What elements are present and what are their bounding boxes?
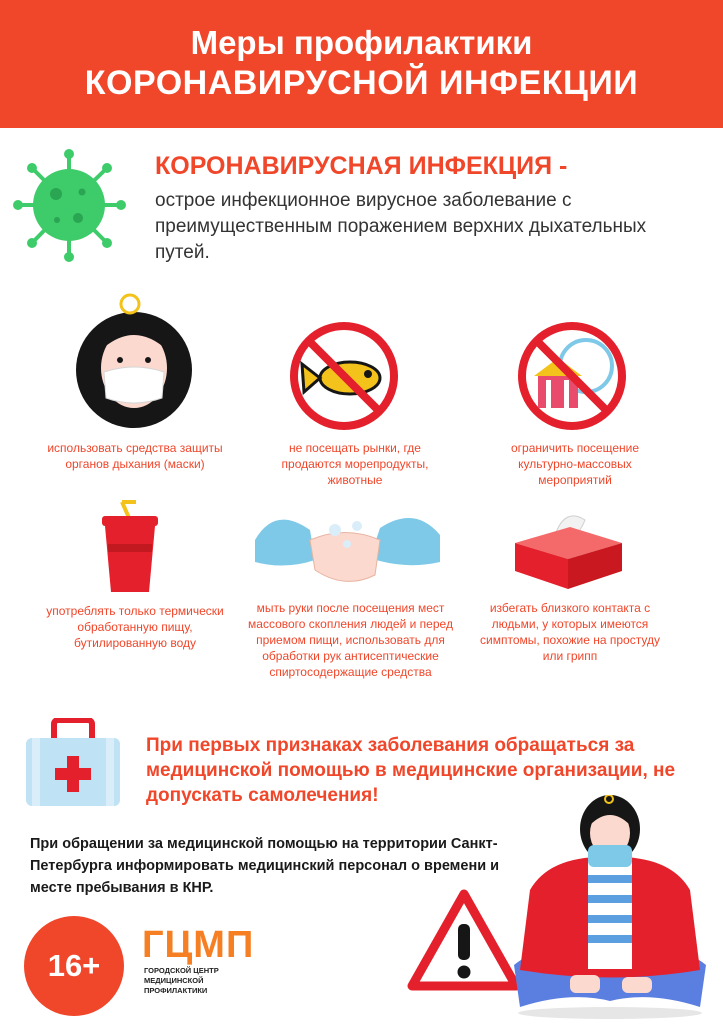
org-name xyxy=(144,966,219,996)
org-name-line1: ГОРОДСКОЙ ЦЕНТР xyxy=(144,966,219,975)
header-title-line2: КОРОНАВИРУСНОЙ ИНФЕКЦИИ xyxy=(84,64,639,102)
measure-caption-5: мыть руки после посещения мест массового скопления людей и перед приемом пищи, использовать для обработки рук антисептические спиртосодержащие средства xyxy=(248,601,453,679)
hands-icon xyxy=(255,500,440,595)
org-name-line3: ПРОФИЛАКТИКИ xyxy=(144,986,208,995)
measure-caption-3: ограничить посещение культурно-массовых мероприятий xyxy=(510,441,640,487)
no-events-icon xyxy=(516,320,628,432)
measure-caption-1: использовать средства защиты органов дыхания (маски) xyxy=(47,441,223,471)
measure-caption-2: не посещать рынки, где продаются морепродукты, животные xyxy=(281,441,429,487)
intro-text: острое инфекционное вирусное заболевание с преимущественным поражением верхних дыхательных путей. xyxy=(155,190,647,263)
alert-text: При первых признаках заболевания обращаться за медицинской помощью в медицинские организации, не допускать самолечения! xyxy=(146,735,676,806)
cup-icon xyxy=(100,500,160,595)
warning-icon xyxy=(406,888,522,992)
medical-kit-icon xyxy=(24,718,122,808)
measure-caption-4: употреблять только термически обработанную пищу, бутилированную воду xyxy=(46,604,224,650)
org-name-line2: МЕДИЦИНСКОЙ xyxy=(144,976,204,985)
age-rating-badge: 16+ xyxy=(24,916,124,1016)
header-banner xyxy=(0,0,723,128)
mask-icon xyxy=(68,290,200,430)
virus-icon xyxy=(12,148,127,263)
org-logo: ГЦМП xyxy=(142,924,255,966)
header-title-line1: Меры профилактики xyxy=(190,24,533,61)
tissue-box-icon xyxy=(510,505,625,590)
intro-title: КОРОНАВИРУСНАЯ ИНФЕКЦИЯ - xyxy=(155,152,568,180)
measure-caption-6: избегать близкого контакта с людьми, у которых имеются симптомы, похожие на простуду или грипп xyxy=(480,601,660,663)
sick-person-icon xyxy=(510,795,710,1020)
no-market-icon xyxy=(288,320,400,432)
info-text: При обращении за медицинской помощью на территории Санкт-Петербурга информировать медицинский персонал о времени и месте пребывания в КНР. xyxy=(30,836,500,896)
